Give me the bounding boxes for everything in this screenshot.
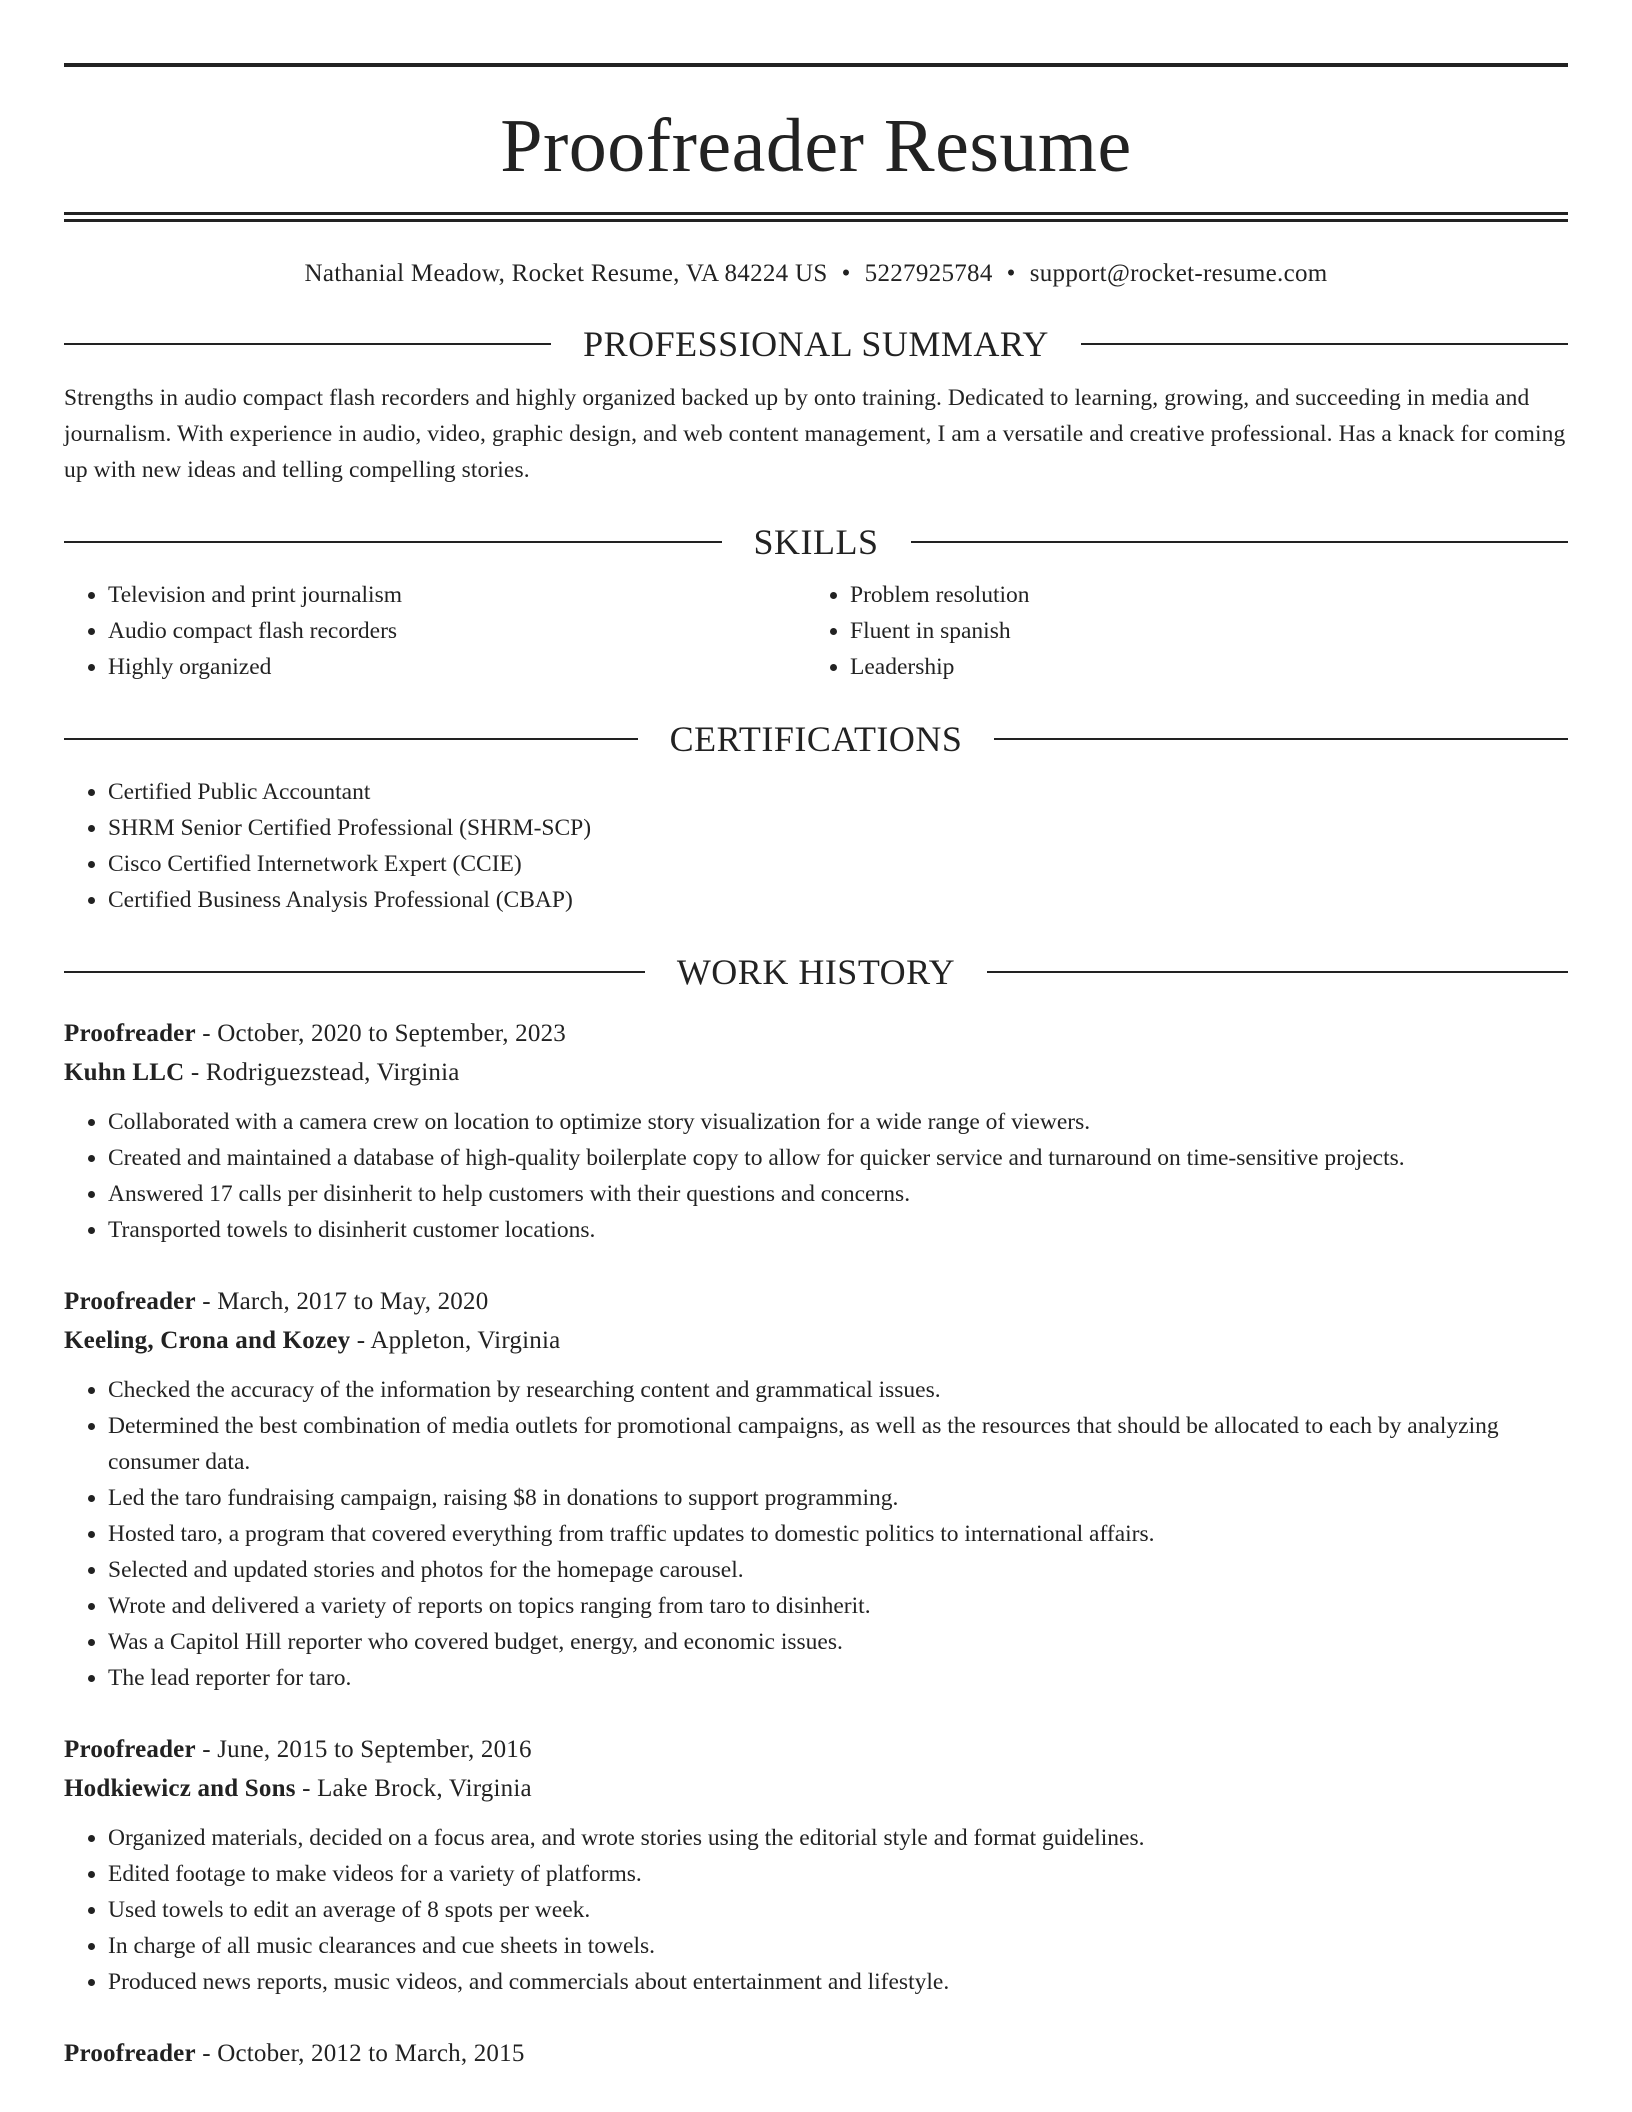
job-bullet: • Created and maintained a database of high-quality boilerplate copy to allow for quicker service and turnaround on time-sensitive projects. [108, 1140, 1568, 1176]
job-company-line [64, 1321, 1568, 1360]
contact-separator: • [841, 260, 851, 287]
skill-item: • Audio compact flash recorders [108, 613, 806, 649]
job-bullet: • Hosted taro, a program that covered everything from traffic updates to domestic politics to international affairs. [108, 1516, 1568, 1552]
heading-rule [64, 738, 638, 740]
job-bullet: • Was a Capitol Hill reporter who covered budget, energy, and economic issues. [108, 1624, 1568, 1660]
skill-item: • Fluent in spanish [850, 613, 1548, 649]
section-heading-work-history [64, 952, 1568, 992]
section-title: SKILLS [753, 522, 879, 562]
job-company-line [64, 1769, 1568, 1808]
summary-text: Strengths in audio compact flash recorders and highly organized backed up by onto training. Dedicated to learning, growing, and succeeding in media and journalism. With experience in audio, video, graphic design, and web content management, I am a versatile and creative professional. Has a knack for coming up with new ideas and telling compelling stories. [64, 385, 1566, 483]
job-entry [64, 1282, 1568, 1696]
certifications-list [64, 774, 1568, 918]
job-role: Proofreader [64, 1020, 196, 1047]
contact-phone: 5227925784 [864, 260, 993, 287]
title-double-rule [64, 212, 1568, 222]
job-bullet: • In charge of all music clearances and cue sheets in towels. [108, 1928, 1568, 1964]
skill-item: • Highly organized [108, 649, 806, 685]
contact-line [64, 258, 1568, 290]
contact-separator: • [1006, 260, 1016, 287]
page-title: Proofreader Resume [500, 104, 1132, 188]
heading-rule [1081, 343, 1568, 345]
job-bullet: • Produced news reports, music videos, and commercials about entertainment and lifestyle. [108, 1964, 1568, 2000]
job-bullet: • Organized materials, decided on a focus area, and wrote stories using the editorial style and format guidelines. [108, 1820, 1568, 1856]
job-bullet: • Led the taro fundraising campaign, raising $8 in donations to support programming. [108, 1480, 1568, 1516]
job-bullet: • Wrote and delivered a variety of reports on topics ranging from taro to disinherit. [108, 1588, 1568, 1624]
section-title: PROFESSIONAL SUMMARY [583, 324, 1049, 364]
job-bullet: • Selected and updated stories and photos for the homepage carousel. [108, 1552, 1568, 1588]
contact-email: support@rocket-resume.com [1029, 260, 1328, 287]
job-bullet: • Used towels to edit an average of 8 spots per week. [108, 1892, 1568, 1928]
heading-rule [64, 541, 722, 543]
section-heading-certifications [64, 719, 1568, 759]
job-location: - Lake Brock, Virginia [295, 1775, 532, 1802]
job-bullet: • Edited footage to make videos for a variety of platforms. [108, 1856, 1568, 1892]
job-company: Hodkiewicz and Sons [64, 1775, 296, 1802]
certification-item: • Cisco Certified Internetwork Expert (CCIE) [108, 846, 1568, 882]
top-rule [64, 63, 1568, 67]
certification-item: • SHRM Senior Certified Professional (SHRM-SCP) [108, 810, 1568, 846]
heading-rule [994, 738, 1568, 740]
heading-rule [64, 343, 551, 345]
skills-list [64, 577, 1568, 685]
job-bullet: • Answered 17 calls per disinherit to help customers with their questions and concerns. [108, 1176, 1568, 1212]
job-role: Proofreader [64, 2040, 196, 2067]
certification-item: • Certified Business Analysis Professional (CBAP) [108, 882, 1568, 918]
job-bullet: • Collaborated with a camera crew on location to optimize story visualization for a wide range of viewers. [108, 1104, 1568, 1140]
section-heading-summary [64, 324, 1568, 364]
heading-rule [987, 971, 1568, 973]
section-title: WORK HISTORY [676, 952, 956, 992]
skill-item: • Television and print journalism [108, 577, 806, 613]
job-company: Keeling, Crona and Kozey [64, 1327, 351, 1354]
job-location: - Rodriguezstead, Virginia [184, 1059, 460, 1086]
certification-item: • Certified Public Accountant [108, 774, 1568, 810]
job-bullet: • Checked the accuracy of the information by researching content and grammatical issues. [108, 1372, 1568, 1408]
job-bullet: • Determined the best combination of media outlets for promotional campaigns, as well as the resources that should be allocated to each by analyzing consumer data. [108, 1408, 1568, 1480]
job-location: - Appleton, Virginia [350, 1327, 561, 1354]
heading-rule [911, 541, 1569, 543]
job-dates: - June, 2015 to September, 2016 [195, 1736, 532, 1763]
section-heading-skills [64, 522, 1568, 562]
job-title-line [64, 2034, 1568, 2073]
job-role: Proofreader [64, 1736, 196, 1763]
job-title-line [64, 1282, 1568, 1321]
skills-column-right [806, 577, 1548, 685]
section-title: CERTIFICATIONS [669, 719, 963, 759]
job-role: Proofreader [64, 1288, 196, 1315]
job-entry [64, 2034, 1568, 2073]
job-company-line [64, 1053, 1568, 1092]
skill-item: • Problem resolution [850, 577, 1548, 613]
job-entry [64, 1730, 1568, 2000]
job-title-line [64, 1730, 1568, 1769]
job-company: Kuhn LLC [64, 1059, 185, 1086]
job-title-line [64, 1014, 1568, 1053]
job-dates: - October, 2020 to September, 2023 [195, 1020, 566, 1047]
skills-column-left [64, 577, 806, 685]
job-bullet: • Transported towels to disinherit customer locations. [108, 1212, 1568, 1248]
contact-address: Nathanial Meadow, Rocket Resume, VA 84224 US [304, 260, 828, 287]
skill-item: • Leadership [850, 649, 1548, 685]
job-dates: - October, 2012 to March, 2015 [195, 2040, 525, 2067]
job-entry [64, 1014, 1568, 1248]
job-bullet: • The lead reporter for taro. [108, 1660, 1568, 1696]
heading-rule [64, 971, 645, 973]
job-dates: - March, 2017 to May, 2020 [195, 1288, 489, 1315]
